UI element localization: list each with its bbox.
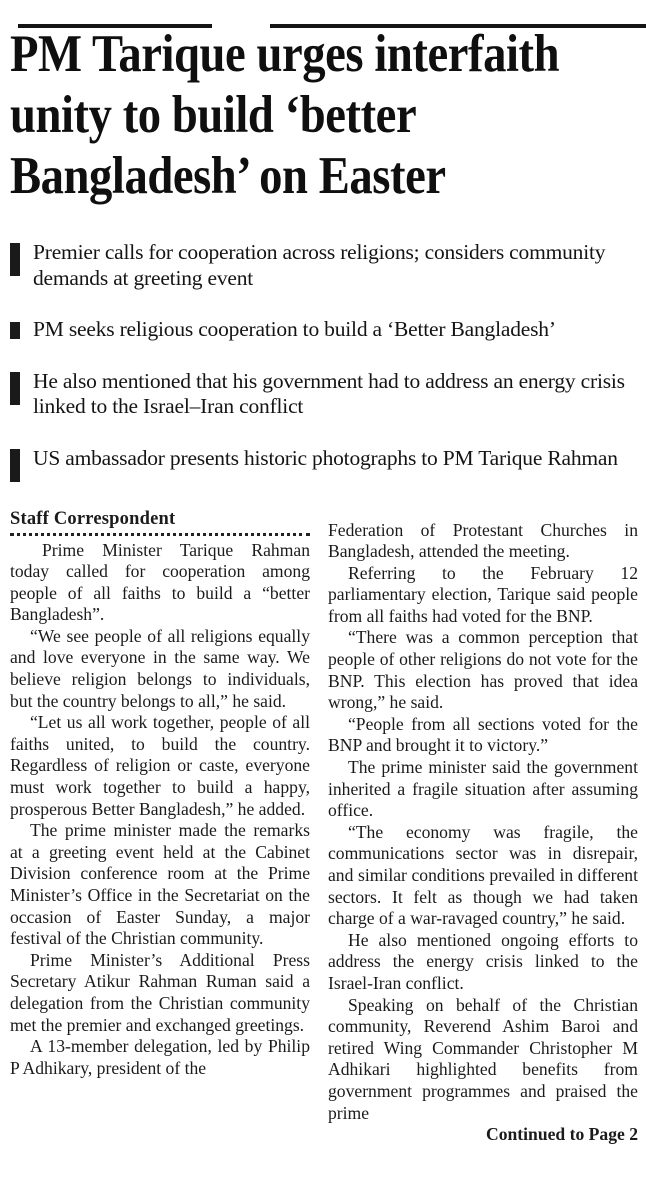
article-paragraph: “People from all sections voted for the BNP and brought it to victory.” bbox=[328, 713, 638, 756]
newspaper-article bbox=[0, 24, 646, 1146]
article-paragraph: “Let us all work together, people of all faiths united, to build the country. Regardless of religion or caste, everyone must work together to build a happy, prosperous Better Bangladesh,” he added. bbox=[10, 712, 310, 819]
article-paragraph: Referring to the February 12 parliamentary election, Tarique said people from all faiths had voted for the BNP. bbox=[328, 562, 638, 626]
bullet-text: US ambassador presents historic photographs to PM Tarique Rahman bbox=[33, 445, 618, 470]
summary-bullets bbox=[10, 240, 638, 482]
summary-bullet bbox=[10, 317, 638, 343]
article-column-right bbox=[328, 508, 638, 1146]
article-paragraph: Prime Minister Tarique Rahman today called for cooperation among people of all faiths to build a “better Bangladesh”. bbox=[10, 539, 310, 625]
article-paragraph: He also mentioned ongoing efforts to address the energy crisis linked to the Israel-Iran conflict. bbox=[328, 929, 638, 993]
bullet-text: Premier calls for cooperation across religions; considers community demands at greeting event bbox=[33, 240, 606, 290]
bullet-marker bbox=[10, 372, 20, 405]
continued-note: Continued to Page 2 bbox=[486, 1124, 638, 1145]
bullet-marker bbox=[10, 322, 20, 339]
article-paragraph: The prime minister said the government inherited a fragile situation after assuming office. bbox=[328, 757, 638, 821]
bullet-text: He also mentioned that his government had to address an energy crisis linked to the Israel–Iran conflict bbox=[33, 368, 625, 418]
article-paragraph: “The economy was fragile, the communications sector was in disrepair, and similar conditions prevailed in different sectors. It felt as though we had taken charge of a war-ravaged country,” he said. bbox=[328, 821, 638, 929]
article-paragraph: A 13-member delegation, led by Philip P Adhikary, president of the bbox=[10, 1036, 310, 1078]
article-paragraph: Federation of Protestant Churches in Bangladesh, attended the meeting. bbox=[328, 519, 638, 562]
article-paragraph: Speaking on behalf of the Christian community, Reverend Ashim Baroi and retired Wing Commander Christopher M Adhikari highlighted benefits from government programmes and praised the prime bbox=[328, 994, 638, 1123]
bullet-marker bbox=[10, 243, 20, 276]
headline-line: Bangladesh’ on Easter bbox=[10, 147, 446, 205]
summary-bullet bbox=[10, 369, 638, 420]
byline: Staff Correspondent bbox=[10, 508, 310, 536]
article-paragraph: “There was a common perception that people of other religions do not vote for the BNP. This election has proved that idea wrong,” he said. bbox=[328, 627, 638, 713]
bullet-text: PM seeks religious cooperation to build a ‘Better Bangladesh’ bbox=[33, 317, 556, 341]
headline bbox=[10, 24, 563, 207]
summary-bullet bbox=[10, 240, 638, 291]
article-paragraph: The prime minister made the remarks at a greeting event held at the Cabinet Division conference room at the Prime Minister’s Office in the Secretariat on the occasion of Easter Sunday, a major festival of the Christian community. bbox=[10, 820, 310, 949]
headline-line: PM Tarique urges interfaith bbox=[10, 25, 560, 83]
article-column-left bbox=[10, 508, 310, 1146]
bullet-marker bbox=[10, 449, 20, 482]
article-body bbox=[10, 508, 638, 1146]
article-paragraph: “We see people of all religions equally and love everyone in the same way. We believe religion belongs to individuals, but the country belongs to all,” he said. bbox=[10, 625, 310, 711]
headline-line: unity to build ‘better bbox=[10, 86, 417, 144]
article-paragraph: Prime Minister’s Additional Press Secretary Atikur Rahman Ruman said a delegation from the Christian community met the premier and exchanged greetings. bbox=[10, 949, 310, 1035]
summary-bullet bbox=[10, 446, 638, 482]
